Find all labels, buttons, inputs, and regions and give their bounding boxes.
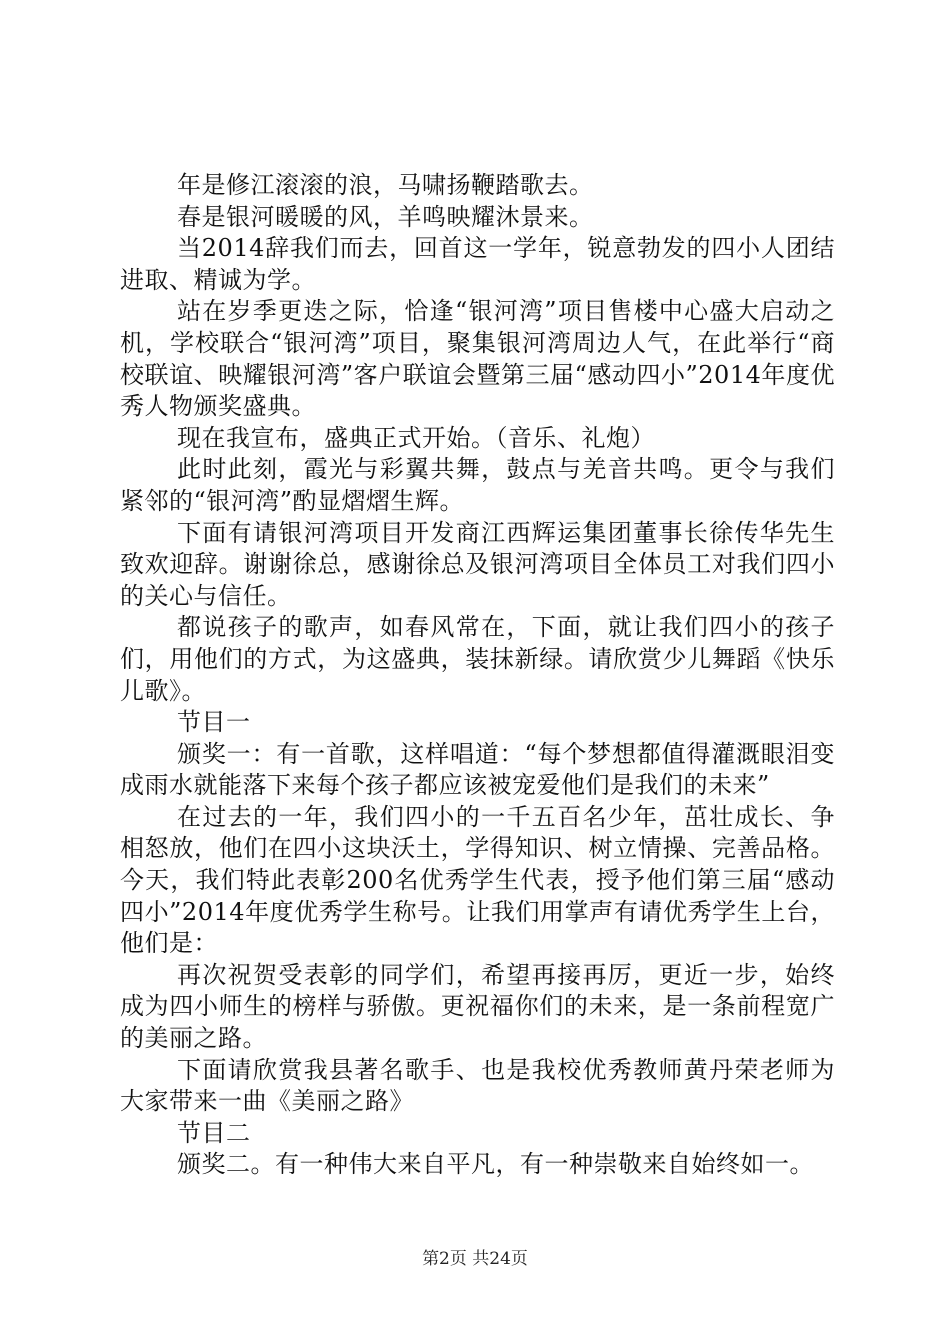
paragraph: 都说孩子的歌声，如春风常在，下面，就让我们四小的孩子们，用他们的方式，为这盛典，装抹新绿。请欣赏少儿舞蹈《快乐儿歌》。 xyxy=(120,613,835,705)
paragraph: 此时此刻，霞光与彩翼共舞，鼓点与羌音共鸣。更令与我们紧邻的“银河湾”酌显熠熠生辉。 xyxy=(120,455,835,515)
paragraph: 年是修江滚滚的浪，马啸扬鞭踏歌去。 xyxy=(177,171,594,199)
paragraph: 站在岁季更迭之际，恰逢“银河湾”项目售楼中心盛大启动之机，学校联合“银河湾”项目，聚集银河湾周边人气，在此举行“商校联谊、映耀银河湾”客户联谊会暨第三届“感动四小”2014年度优秀人物颁奖盛典。 xyxy=(120,297,835,421)
page-number-footer: 第2页 共24页 xyxy=(422,1249,528,1269)
paragraph: 下面有请银河湾项目开发商江西辉运集团董事长徐传华先生致欢迎辞。谢谢徐总，感谢徐总及银河湾项目全体员工对我们四小的关心与信任。 xyxy=(120,518,835,610)
paragraph: 现在我宣布，盛典正式开始。（音乐、礼炮） xyxy=(177,423,655,452)
paragraph: 春是银河暖暖的风，羊鸣映耀沐景来。 xyxy=(177,202,594,231)
paragraph: 当2014辞我们而去，回首这一学年，锐意勃发的四小人团结进取、精诚为学。 xyxy=(120,234,835,294)
program-heading: 节目二 xyxy=(177,1118,251,1147)
paragraph: 下面请欣赏我县著名歌手、也是我校优秀教师黄丹荣老师为大家带来一曲《美丽之路》 xyxy=(120,1055,835,1116)
program-heading: 节目一 xyxy=(177,708,251,737)
paragraph: 颁奖一：有一首歌，这样唱道：“每个梦想都值得灌溉眼泪变成雨水就能落下来每个孩子都应该被宠爱他们是我们的未来” xyxy=(120,739,835,800)
paragraph: 在过去的一年，我们四小的一千五百名少年，茁壮成长、争相怒放，他们在四小这块沃土，学得知识、树立情操、完善品格。今天，我们特此表彰200名优秀学生代表，授予他们第三届“感动四小”2014年度优秀学生称号。让我们用掌声有请优秀学生上台，他们是： xyxy=(120,802,835,958)
paragraph: 颁奖二。有一种伟大来自平凡，有一种崇敬来自始终如一。 xyxy=(177,1150,814,1179)
paragraph: 再次祝贺受表彰的同学们，希望再接再厉，更近一步，始终成为四小师生的榜样与骄傲。更祝福你们的未来，是一条前程宽广的美丽之路。 xyxy=(120,960,835,1053)
document-body xyxy=(120,170,835,1181)
